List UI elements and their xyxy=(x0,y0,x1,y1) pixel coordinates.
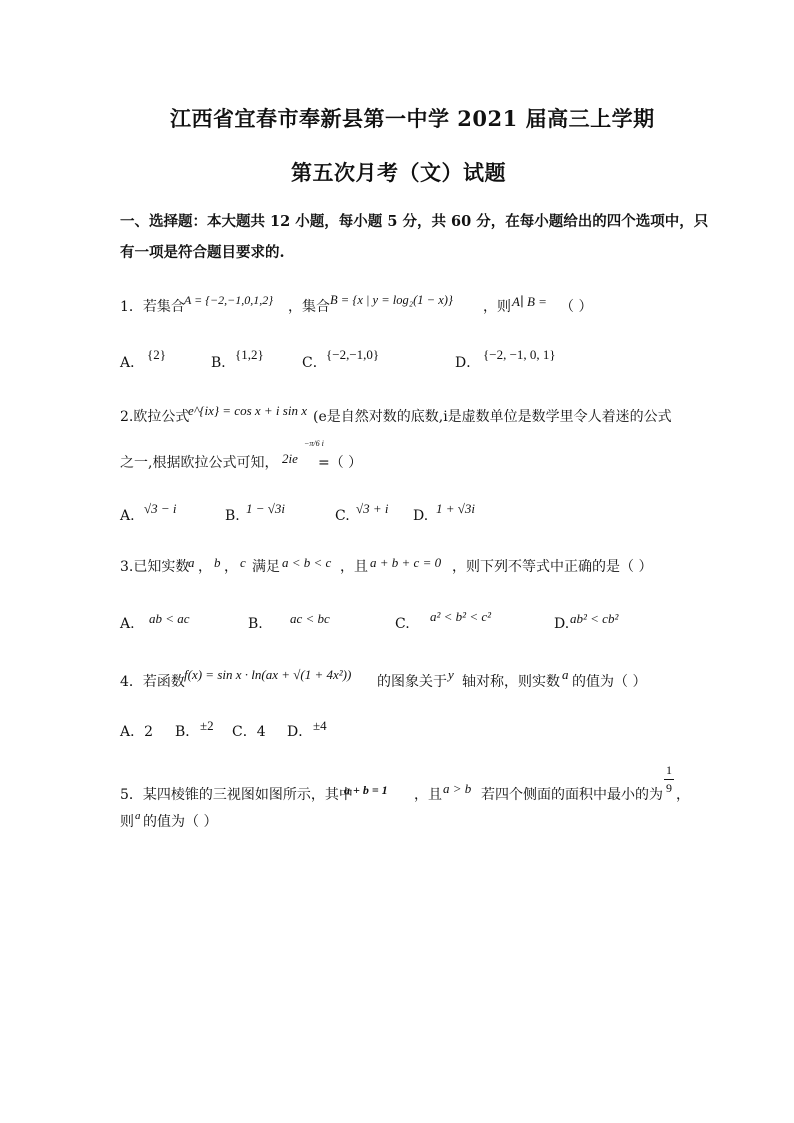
q4-end: 的值为（ ） xyxy=(572,674,647,690)
q1-mid: ，集合 xyxy=(288,299,330,315)
section-heading-line2: 有一项是符合题目要求的. xyxy=(120,244,285,261)
q4-mid2: 轴对称，则实数 xyxy=(462,674,560,690)
q3-condition2: a + b + c = 0 xyxy=(370,555,442,570)
q3-var-a: a xyxy=(188,555,195,570)
q2-option-c-value: √3 + i xyxy=(356,501,389,516)
q5-line2-var-a: a xyxy=(135,810,141,822)
q5-condition: a + b = 1 xyxy=(344,783,388,797)
q3-option-c-label: C. xyxy=(395,616,410,632)
q3-end: ，则下列不等式中正确的是（ ） xyxy=(452,559,653,575)
q2-line2-end: =（ ） xyxy=(318,455,363,471)
q3-option-a-value: ab < ac xyxy=(149,611,190,626)
q3-option-c-value: a² < b² < c² xyxy=(430,609,492,624)
section-heading-line1: 一、选择题：本大题共 12 小题，每小题 5 分，共 60 分，在每小题给出的四个选项中，只 xyxy=(120,213,709,230)
q5-mid: ，且 xyxy=(414,787,442,803)
q1-answer-paren: （ ） xyxy=(560,299,593,315)
q3-option-d-label: D. xyxy=(554,616,570,632)
q2-option-b-value: 1 − √3i xyxy=(246,501,286,516)
q2-option-d-value: 1 + √3i xyxy=(436,501,476,516)
q2-option-a-label: A. xyxy=(120,508,135,524)
q4-option-b-value: ±2 xyxy=(200,718,214,733)
q3-option-b-label: B. xyxy=(248,616,263,632)
q3-condition: a < b < c xyxy=(282,555,332,570)
q2-prefix: 2.欧拉公式 xyxy=(120,409,190,425)
q5-fraction-numerator: 1 xyxy=(666,763,672,777)
q4-mid: 的图象关于 xyxy=(377,674,447,690)
q5-fraction-bar xyxy=(664,779,674,780)
q3-sep1: ， xyxy=(198,559,212,575)
q4-option-d-value: ±4 xyxy=(313,718,327,733)
q3-option-a-label: A. xyxy=(120,616,135,632)
q1-option-d-value: {−2, −1, 0, 1} xyxy=(483,347,556,362)
q1-option-c-value: {−2,−1,0} xyxy=(326,347,380,362)
q2-expr-base: 2ie xyxy=(282,451,298,466)
q3-mid2: ，且 xyxy=(340,559,368,575)
q5-prefix: 5．某四棱锥的三视图如图所示，其中 xyxy=(120,787,353,803)
q4-option-c: C．4 xyxy=(232,724,266,740)
q4-var-a: a xyxy=(562,667,569,682)
q2-description: (e是自然对数的底数,i是虚数单位是数学里令人着迷的公式 xyxy=(313,409,672,425)
q1-expression: A∣ B = xyxy=(512,294,547,309)
q1-option-a-value: {2} xyxy=(147,347,166,362)
q1-set-b: B = {x | y = log₂(1 − x)} xyxy=(330,293,453,307)
page-title-line1: 江西省宜春市奉新县第一中学 2021 届高三上学期 xyxy=(170,106,655,131)
q4-function: f(x) = sin x · ln(ax + √(1 + 4x²)) xyxy=(184,667,352,682)
q4-var-y: y xyxy=(448,667,454,682)
q2-option-d-label: D. xyxy=(413,508,429,524)
q5-condition2: a > b xyxy=(443,781,472,796)
q3-option-d-value: ab² < cb² xyxy=(570,611,619,626)
q1-set-a: A = {−2,−1,0,1,2} xyxy=(184,293,274,307)
q1-prefix: 1．若集合 xyxy=(120,299,185,315)
q5-end: ， xyxy=(676,787,690,803)
q2-option-a-value: √3 − i xyxy=(144,501,177,516)
q3-mid: 满足 xyxy=(252,559,280,575)
q1-option-d-label: D． xyxy=(455,355,481,371)
q2-line2-prefix: 之一,根据欧拉公式可知， xyxy=(120,455,279,471)
q5-line2-prefix: 则 xyxy=(120,814,134,830)
q5-fraction-denominator: 9 xyxy=(666,781,672,795)
q1-end: ，则 xyxy=(483,299,511,315)
q2-option-b-label: B. xyxy=(225,508,240,524)
q5-mid2: 若四个侧面的面积中最小的为 xyxy=(481,787,663,803)
q3-var-b: b xyxy=(214,555,221,570)
q4-option-d-label: D． xyxy=(287,724,313,740)
q4-option-a: A．2 xyxy=(120,724,154,740)
q1-option-a-label: A． xyxy=(120,355,145,371)
q3-var-c: c xyxy=(240,555,246,570)
q2-option-c-label: C. xyxy=(335,508,350,524)
q1-option-b-value: {1,2} xyxy=(235,347,264,362)
page-title-line2: 第五次月考（文）试题 xyxy=(291,160,506,185)
q4-prefix: 4．若函数 xyxy=(120,674,185,690)
q2-expr-exponent: −π/6 i xyxy=(304,439,324,448)
q4-option-b-label: B． xyxy=(175,724,200,740)
q5-fraction xyxy=(664,763,674,796)
q3-sep2: ， xyxy=(224,559,238,575)
q3-prefix: 3.已知实数 xyxy=(120,559,190,575)
q1-option-b-label: B． xyxy=(211,355,236,371)
q1-option-c-label: C． xyxy=(302,355,327,371)
q2-euler-formula: e^{ix} = cos x + i sin x xyxy=(188,403,307,418)
q5-line2-end: 的值为（ ） xyxy=(143,814,218,830)
q3-option-b-value: ac < bc xyxy=(290,611,330,626)
